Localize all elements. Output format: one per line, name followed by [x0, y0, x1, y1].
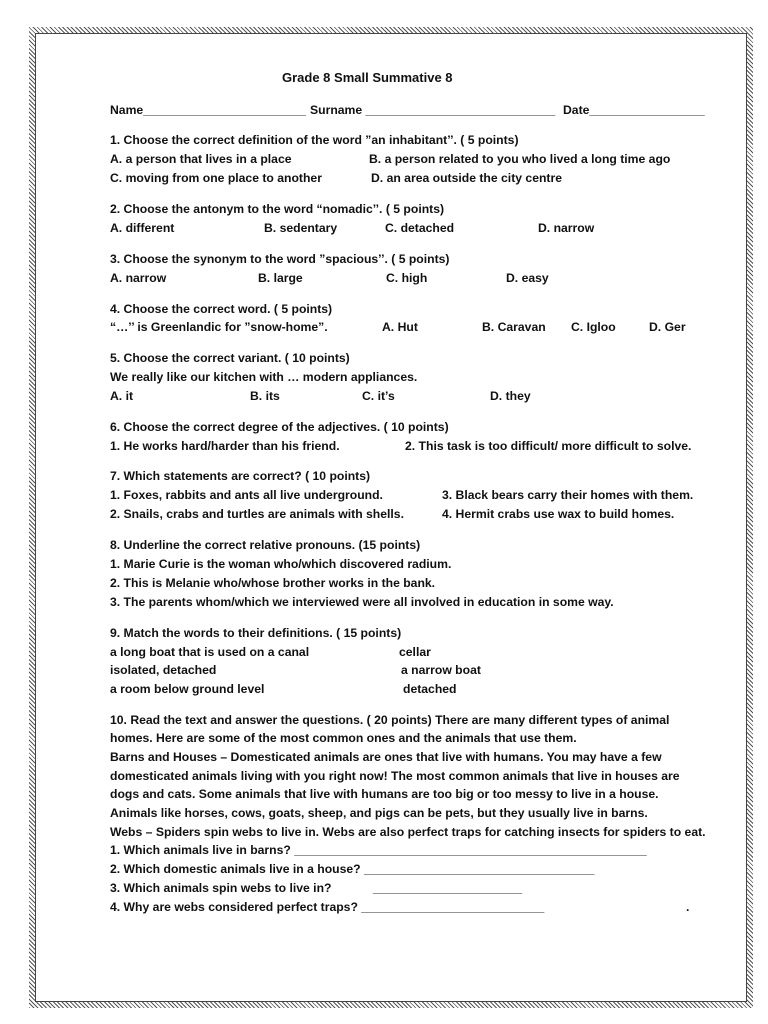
q10-question-3-blank[interactable]: ______________________ [373, 881, 523, 895]
q4-sentence: “…’’ is Greenlandic for ”snow-home”. [110, 320, 328, 334]
q10-question-1[interactable]: 1. Which animals live in barns? ____________________________________________________ [110, 843, 647, 857]
q10-text-line-5: dogs and cats. Some animals that live with humans are too big or too messy to live in a house. [110, 787, 659, 801]
q6-sentence-1[interactable]: 1. He works hard/harder than his friend. [110, 439, 340, 453]
q4-prompt: 4. Choose the correct word. ( 5 points) [110, 302, 333, 316]
q1-option-a[interactable]: A. a person that lives in a place [110, 152, 292, 166]
q5-option-b[interactable]: B. its [250, 389, 280, 403]
q5-option-a[interactable]: A. it [110, 389, 134, 403]
q7-statement-3[interactable]: 3. Black bears carry their homes with them. [442, 488, 694, 502]
date-field[interactable]: Date_________________ [563, 103, 705, 117]
q4-option-d[interactable]: D. Ger [649, 320, 686, 334]
q2-option-b[interactable]: B. sedentary [264, 221, 338, 235]
q10-text-line-6: Animals like horses, cows, goats, sheep, and pigs can be pets, but they usually live in barns. [110, 806, 648, 820]
q5-option-c[interactable]: C. it’s [362, 389, 395, 403]
q9-definition-1: a long boat that is used on a canal [110, 645, 310, 659]
q4-option-a[interactable]: A. Hut [382, 320, 418, 334]
q2-option-d[interactable]: D. narrow [538, 221, 595, 235]
q8-sentence-3[interactable]: 3. The parents whom/which we interviewed were all involved in education in some way. [110, 595, 614, 609]
q9-definition-3: a room below ground level [110, 682, 265, 696]
q3-option-d[interactable]: D. easy [506, 271, 549, 285]
q3-option-b[interactable]: B. large [258, 271, 303, 285]
q5-option-d[interactable]: D. they [490, 389, 531, 403]
q2-prompt: 2. Choose the antonym to the word “nomadic’’. ( 5 points) [110, 202, 445, 216]
q10-text-line-4: domesticated animals living with you right now! The most common animals that live in houses are [110, 769, 680, 783]
q8-sentence-2[interactable]: 2. This is Melanie who/whose brother works in the bank. [110, 576, 436, 590]
q3-prompt: 3. Choose the synonym to the word ”spacious’’. ( 5 points) [110, 252, 450, 266]
q5-prompt: 5. Choose the correct variant. ( 10 points) [110, 351, 350, 365]
q6-sentence-2[interactable]: 2. This task is too difficult/ more difficult to solve. [405, 439, 692, 453]
q10-question-4[interactable]: 4. Why are webs considered perfect traps? ___________________________ [110, 900, 545, 914]
q5-sentence: We really like our kitchen with … modern appliances. [110, 370, 418, 384]
q10-text-line-7: Webs – Spiders spin webs to live in. Webs are also perfect traps for catching insects for spiders to eat. [110, 825, 706, 839]
q4-option-c[interactable]: C. Igloo [571, 320, 616, 334]
q2-option-c[interactable]: C. detached [385, 221, 455, 235]
q10-text-line-3: Barns and Houses – Domesticated animals are ones that live with humans. You may have a few [110, 750, 662, 764]
q2-option-a[interactable]: A. different [110, 221, 175, 235]
surname-field[interactable]: Surname ____________________________ [310, 103, 556, 117]
q8-sentence-1[interactable]: 1. Marie Curie is the woman who/which discovered radium. [110, 557, 452, 571]
q9-definition-2: isolated, detached [110, 663, 217, 677]
q10-question-3[interactable]: 3. Which animals spin webs to live in? [110, 881, 332, 895]
q1-option-d[interactable]: D. an area outside the city centre [371, 171, 563, 185]
q1-option-b[interactable]: B. a person related to you who lived a long time ago [369, 152, 671, 166]
q10-text-line-1: 10. Read the text and answer the questions. ( 20 points) There are many different types of animal [110, 713, 670, 727]
q7-statement-4[interactable]: 4. Hermit crabs use wax to build homes. [442, 507, 675, 521]
q9-word-2[interactable]: a narrow boat [401, 663, 481, 677]
name-field[interactable]: Name________________________ [110, 103, 306, 117]
q9-word-1[interactable]: cellar [399, 645, 431, 659]
q7-statement-1[interactable]: 1. Foxes, rabbits and ants all live underground. [110, 488, 383, 502]
q7-prompt: 7. Which statements are correct? ( 10 points) [110, 469, 371, 483]
q3-option-c[interactable]: C. high [386, 271, 428, 285]
q10-text-line-2: homes. Here are some of the most common ones and the animals that use them. [110, 731, 577, 745]
q9-word-3[interactable]: detached [403, 682, 457, 696]
q8-prompt: 8. Underline the correct relative pronouns. (15 points) [110, 538, 421, 552]
q7-statement-2[interactable]: 2. Snails, crabs and turtles are animals with shells. [110, 507, 404, 521]
worksheet-title: Grade 8 Small Summative 8 [282, 70, 453, 85]
q4-option-b[interactable]: B. Caravan [482, 320, 546, 334]
q1-option-c[interactable]: C. moving from one place to another [110, 171, 322, 185]
q10-question-2[interactable]: 2. Which domestic animals live in a house? __________________________________ [110, 862, 595, 876]
q6-prompt: 6. Choose the correct degree of the adjectives. ( 10 points) [110, 420, 449, 434]
q1-prompt: 1. Choose the correct definition of the word ”an inhabitant’’. ( 5 points) [110, 133, 519, 147]
q10-question-4-period: . [686, 900, 690, 914]
q3-option-a[interactable]: A. narrow [110, 271, 167, 285]
q9-prompt: 9. Match the words to their definitions. ( 15 points) [110, 626, 402, 640]
